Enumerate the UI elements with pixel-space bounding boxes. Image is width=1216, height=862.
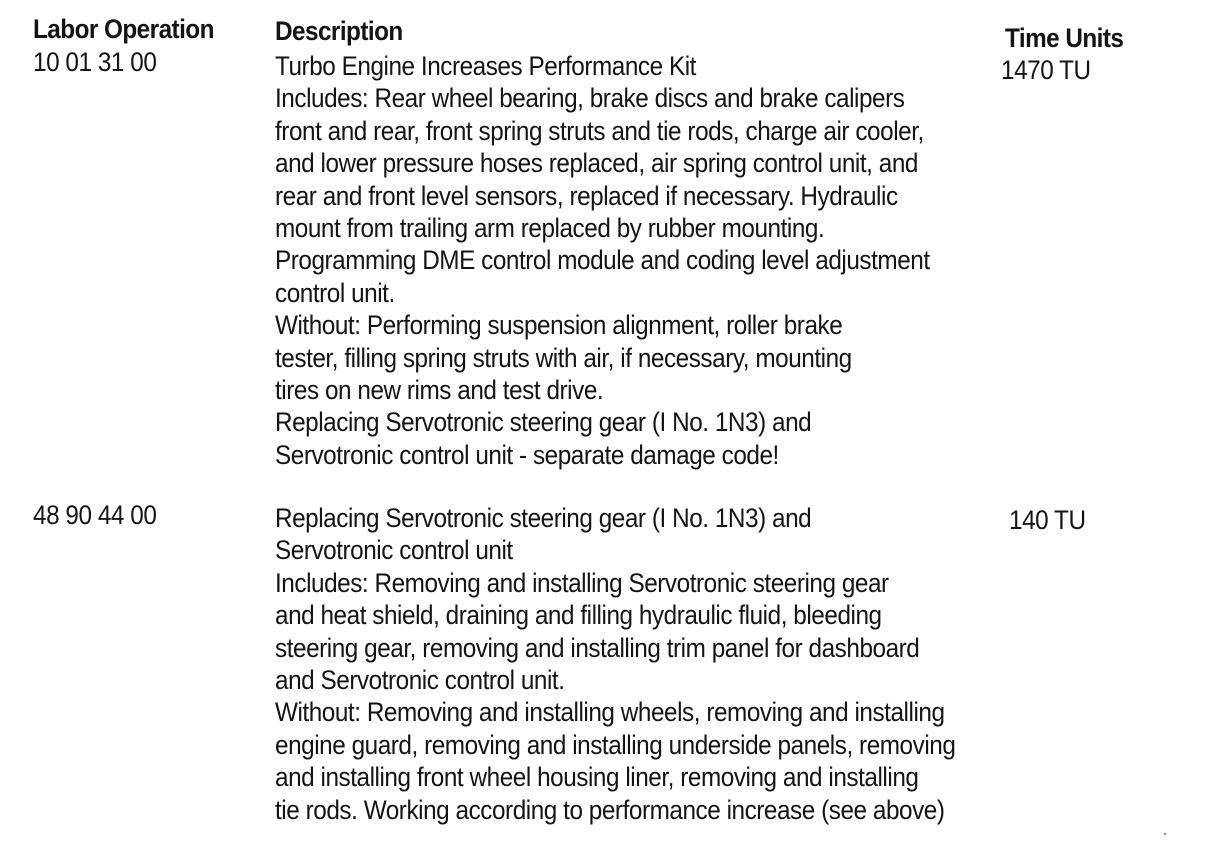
description-line: Includes: Rear wheel bearing, brake discs and brake calipers: [275, 83, 905, 114]
description-line: Without: Performing suspension alignment, roller brake: [275, 310, 843, 341]
description-line: Servotronic control unit: [275, 535, 513, 566]
description-line: Turbo Engine Increases Performance Kit: [275, 51, 696, 81]
scan-speck: [1164, 833, 1166, 835]
description-line: rear and front level sensors, replaced if necessary. Hydraulic: [275, 180, 898, 211]
description-line: tester, filling spring struts with air, if necessary, mounting: [275, 342, 852, 373]
description-line: Servotronic control unit - separate damage code!: [275, 439, 779, 470]
description-line: and lower pressure hoses replaced, air spring control unit, and: [275, 148, 918, 179]
description-line: front and rear, front spring struts and tie rods, charge air cooler,: [275, 115, 924, 146]
description-line: Replacing Servotronic steering gear (I No. 1N3) and: [275, 407, 812, 438]
description-cell: [275, 51, 930, 472]
description-line: control unit.: [275, 277, 395, 308]
description-header: Description: [275, 16, 403, 46]
description-line: steering gear, removing and installing trim panel for dashboard: [275, 632, 920, 663]
description-line: tie rods. Working according to performance increase (see above): [275, 794, 945, 825]
time-units-value: 1470 TU: [1001, 55, 1091, 85]
description-line: Replacing Servotronic steering gear (I No. 1N3) and: [275, 503, 812, 533]
time-units-header: Time Units: [1005, 23, 1124, 53]
description-line: tires on new rims and test drive.: [275, 374, 604, 405]
labor-operation-code: 48 90 44 00: [33, 500, 157, 530]
description-line: engine guard, removing and installing underside panels, removing: [275, 729, 956, 760]
description-line: Without: Removing and installing wheels, removing and installing: [275, 697, 945, 728]
time-units-value: 140 TU: [1009, 505, 1086, 535]
description-line: mount from trailing arm replaced by rubber mounting.: [275, 212, 825, 243]
labor-operation-code: 10 01 31 00: [33, 47, 157, 77]
description-line: Programming DME control module and coding level adjustment: [275, 245, 930, 276]
description-cell: [275, 503, 955, 827]
labor-operation-header: Labor Operation: [33, 14, 214, 44]
description-line: Includes: Removing and installing Servotronic steering gear: [275, 567, 889, 598]
description-line: and Servotronic control unit.: [275, 664, 565, 695]
description-line: and installing front wheel housing liner, removing and installing: [275, 762, 919, 793]
description-line: and heat shield, draining and filling hydraulic fluid, bleeding: [275, 600, 882, 631]
